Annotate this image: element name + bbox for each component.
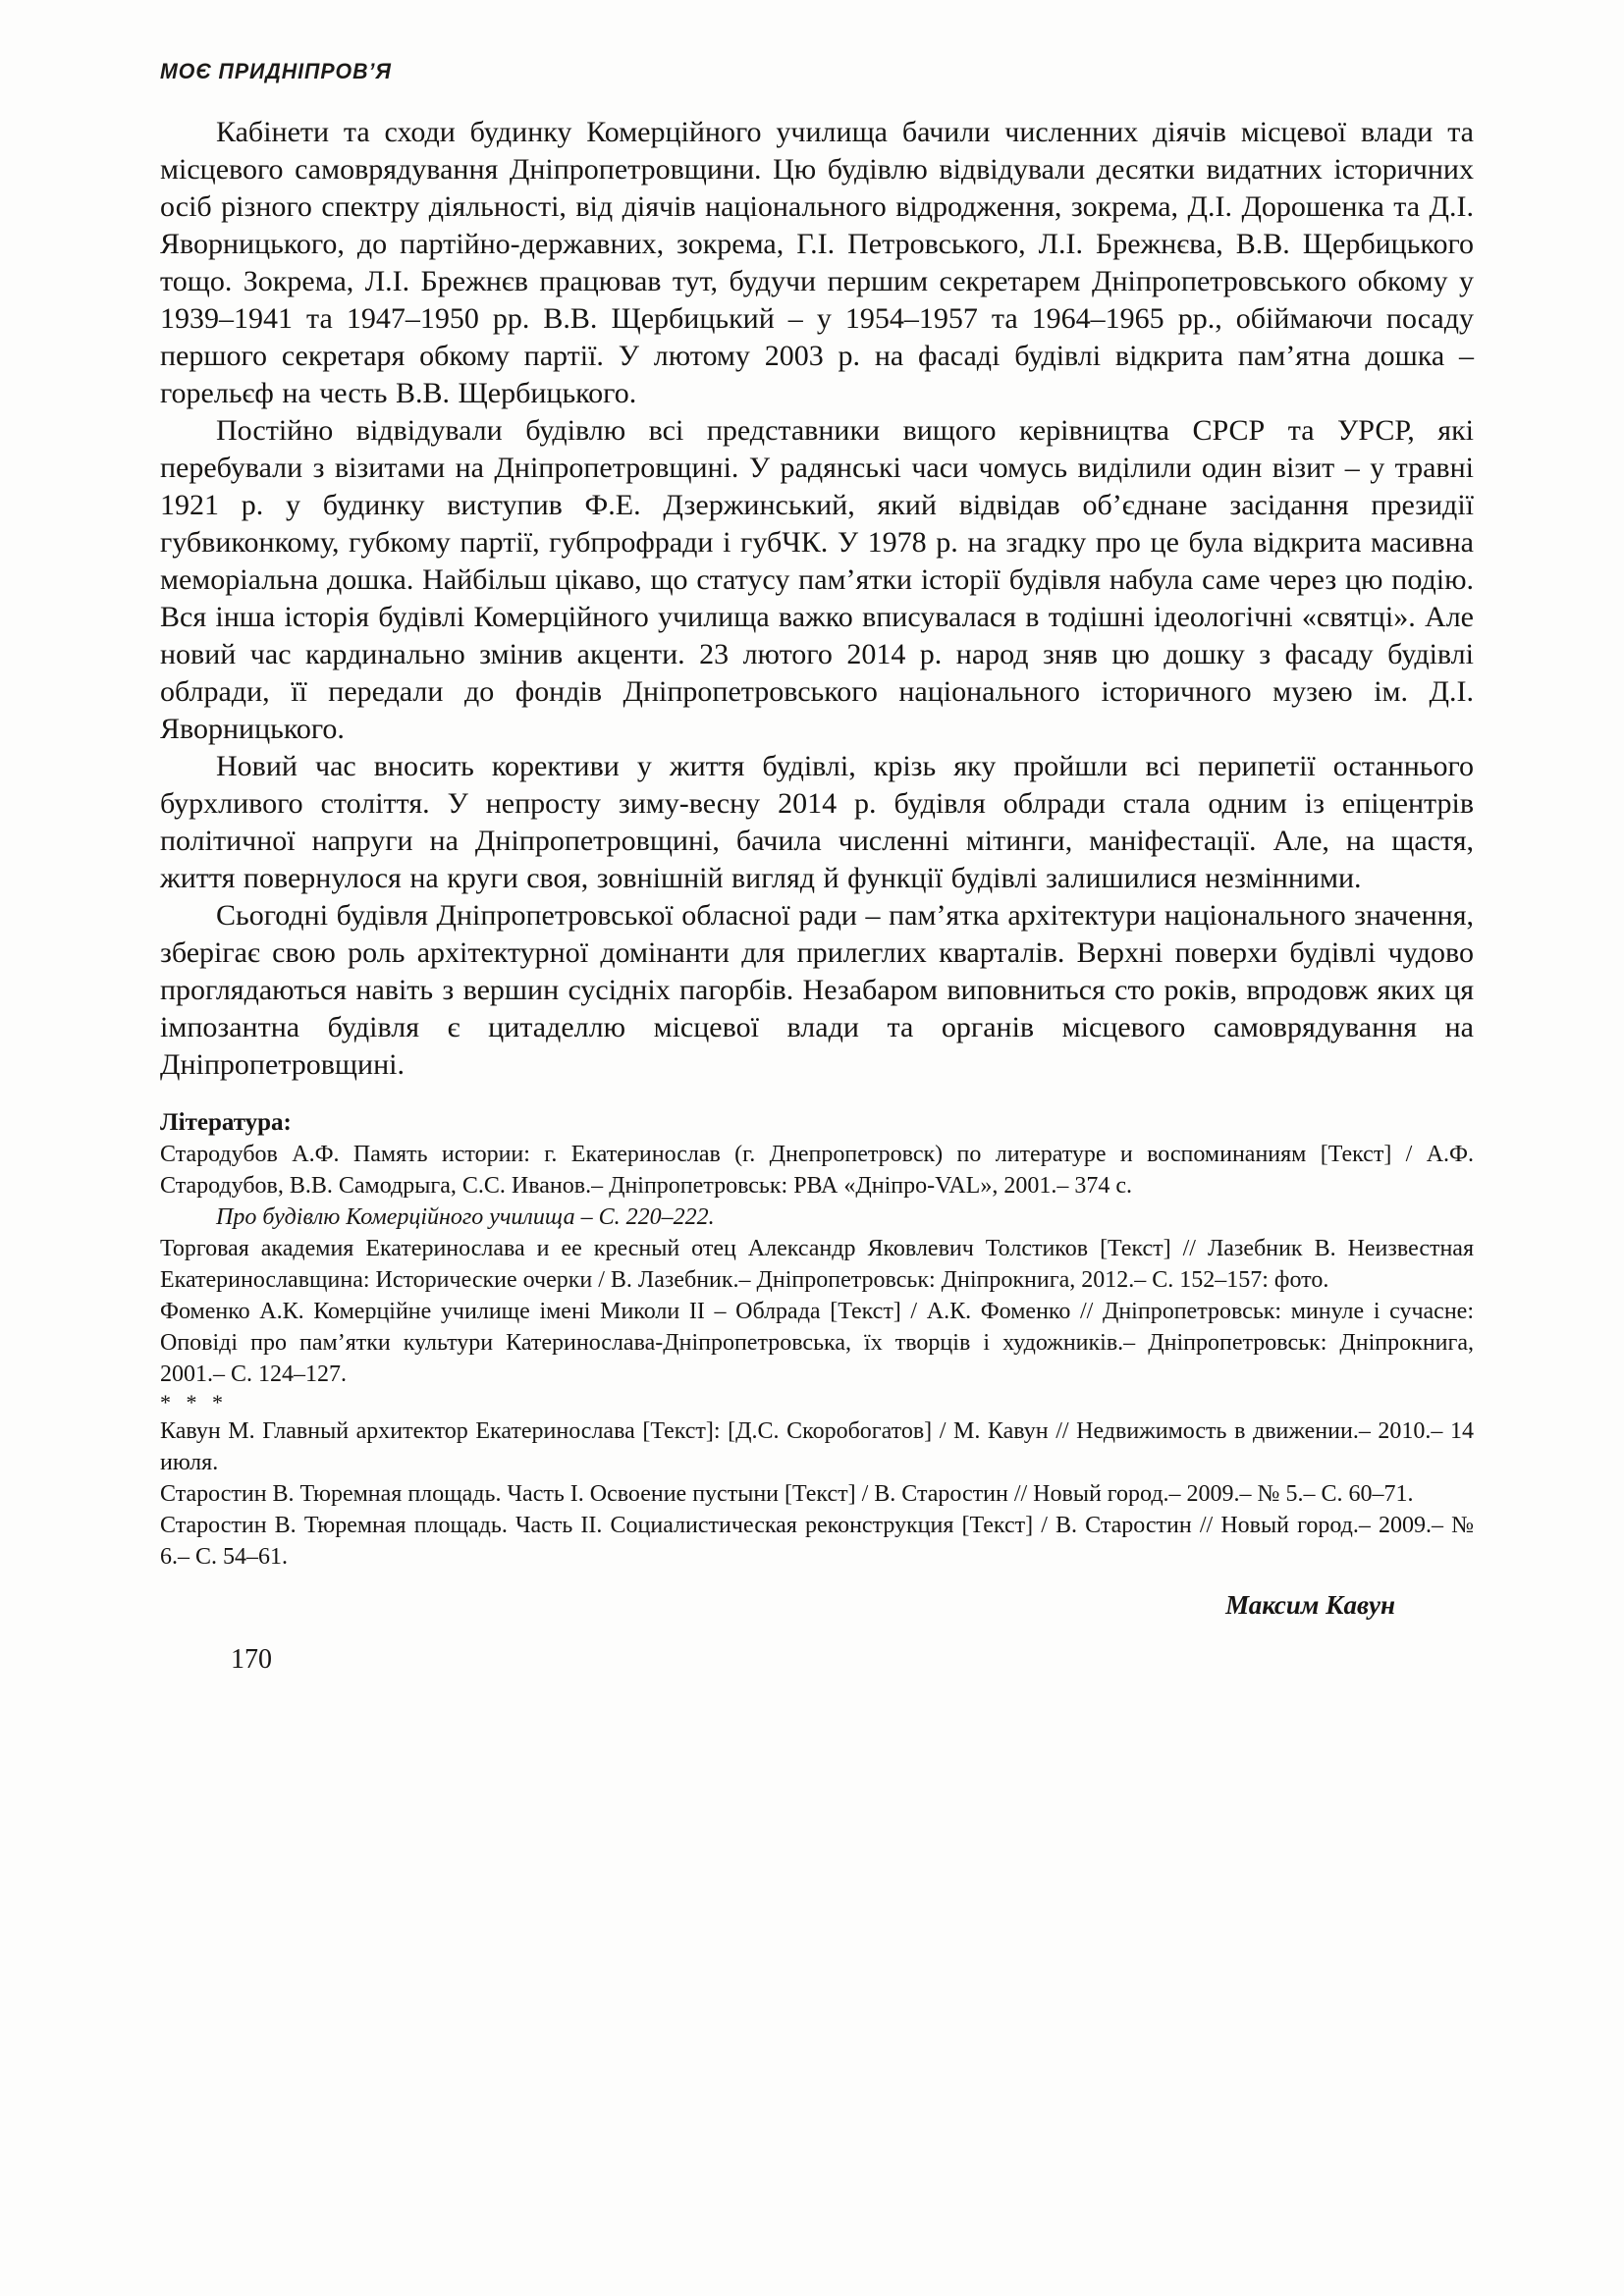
bibliography-entry: Кавун М. Главный архитектор Екатеринослава [Текст]: [Д.С. Скоробогатов] / М. Кавун // Недвижимость в движении.– 2010.– 14 июля. bbox=[160, 1418, 1474, 1475]
bibliography-entry: Стародубов А.Ф. Память истории: г. Екатеринослав (г. Днепропетровск) по литературе и воспоминаниям [Текст] / А.Ф. Стародубов, В.В. Самодрыга, С.С. Иванов.– Дніпропетровськ: РВА «Дніпро-VAL», 2001.– 374 с. bbox=[160, 1142, 1474, 1199]
paragraph-2: Постійно відвідували будівлю всі представники вищого керівництва СРСР та УРСР, які перебували з візитами на Дніпропетровщині. У радянські часи чомусь виділили один візит – у травні 1921 р. у будинку виступив Ф.Е. Дзержинський, який відвідав об’єднане засідання президії губвиконкому, губкому партії, губпрофради і губЧК. У 1978 р. на згадку про це була відкрита масивна меморіальна дошка. Найбільш цікаво, що статусу пам’ятки історії будівля набула саме через цю подію. Вся інша історія будівлі Комерційного училища важко вписувалася в тодішні ідеологічні «святці». Але новий час кардинально змінив акценти. 23 лютого 2014 р. народ зняв цю дошку з фасаду будівлі облради, її передали до фондів Дніпропетровського національного історичного музею ім. Д.І. Яворницького. bbox=[160, 414, 1474, 745]
author-signature: Максим Кавун bbox=[1225, 1590, 1395, 1620]
page-number: 170 bbox=[231, 1644, 272, 1675]
paragraph-3: Новий час вносить корективи у життя будівлі, крізь яку пройшли всі перипетії останнього бурхливого століття. У непросту зиму-весну 2014 р. будівля облради стала одним із епіцентрів політичної напруги на Дніпропетровщині, бачила численні мітинги, маніфестації. Але, на щастя, життя повернулося на круги своя, зовнішній вигляд й функції будівлі залишилися незмінними. bbox=[160, 750, 1474, 894]
paragraph-4: Сьогодні будівля Дніпропетровської обласної ради – пам’ятка архітектури національного значення, зберігає свою роль архітектурної домінанти для прилеглих кварталів. Верхні поверхи будівлі чудово проглядаються навіть з вершин сусідніх пагорбів. Незабаром виповниться сто років, впродовж яких ця імпозантна будівля є цитаделлю місцевої влади та органів місцевого самоврядування на Дніпропетровщині. bbox=[160, 899, 1474, 1081]
bibliography-note: Про будівлю Комерційного училища – С. 220–222. bbox=[216, 1204, 715, 1230]
bibliography-heading: Література: bbox=[160, 1109, 292, 1136]
page-content bbox=[160, 59, 1474, 1677]
bibliography-entry: Старостин В. Тюремная площадь. Часть I. Освоение пустыни [Текст] / В. Старостин // Новый город.– 2009.– № 5.– С. 60–71. bbox=[160, 1481, 1414, 1507]
bibliography-entry: Фоменко А.К. Комерційне училище імені Миколи II – Облрада [Текст] / А.К. Фоменко // Дніпропетровськ: минуле і сучасне: Оповіді про пам’ятки культури Катеринослава-Дніпропетровська, їх творців і художників.– Дніпропетровськ: Дніпрокнига, 2001.– С. 124–127. bbox=[160, 1299, 1474, 1387]
paragraph-1: Кабінети та сходи будинку Комерційного училища бачили численних діячів місцевої влади та місцевого самоврядування Дніпропетровщини. Цю будівлю відвідували десятки видатних історичних осіб різного спектру діяльності, від діячів національного відродження, зокрема, Д.І. Дорошенка та Д.І. Яворницького, до партійно-державних, зокрема, Г.І. Петровського, Л.І. Брежнєва, В.В. Щербицького тощо. Зокрема, Л.І. Брежнєв працював тут, будучи першим секретарем Дніпропетровського обкому у 1939–1941 та 1947–1950 рр. В.В. Щербицький – у 1954–1957 та 1964–1965 рр., обіймаючи посаду першого секретаря обкому партії. У лютому 2003 р. на фасаді будівлі відкрита пам’ятна дошка – горельєф на честь В.В. Щербицького. bbox=[160, 116, 1474, 409]
article-body bbox=[160, 114, 1474, 1084]
running-header: МОЄ ПРИДНІПРОВ’Я bbox=[160, 59, 392, 83]
section-separator: * * * bbox=[160, 1390, 228, 1415]
bibliography-entry: Торговая академия Екатеринослава и ее кресный отец Александр Яковлевич Толстиков [Текст] // Лазебник В. Неизвестная Екатеринославщина: Исторические очерки / В. Лазебник.– Дніпропетровськ: Дніпрокнига, 2012.– С. 152–157: фото. bbox=[160, 1236, 1474, 1293]
bibliography-section bbox=[160, 1107, 1474, 1573]
bibliography-entry: Старостин В. Тюремная площадь. Часть II. Социалистическая реконструкция [Текст] / В. Старостин // Новый город.– 2009.– № 6.– С. 54–61. bbox=[160, 1513, 1474, 1570]
